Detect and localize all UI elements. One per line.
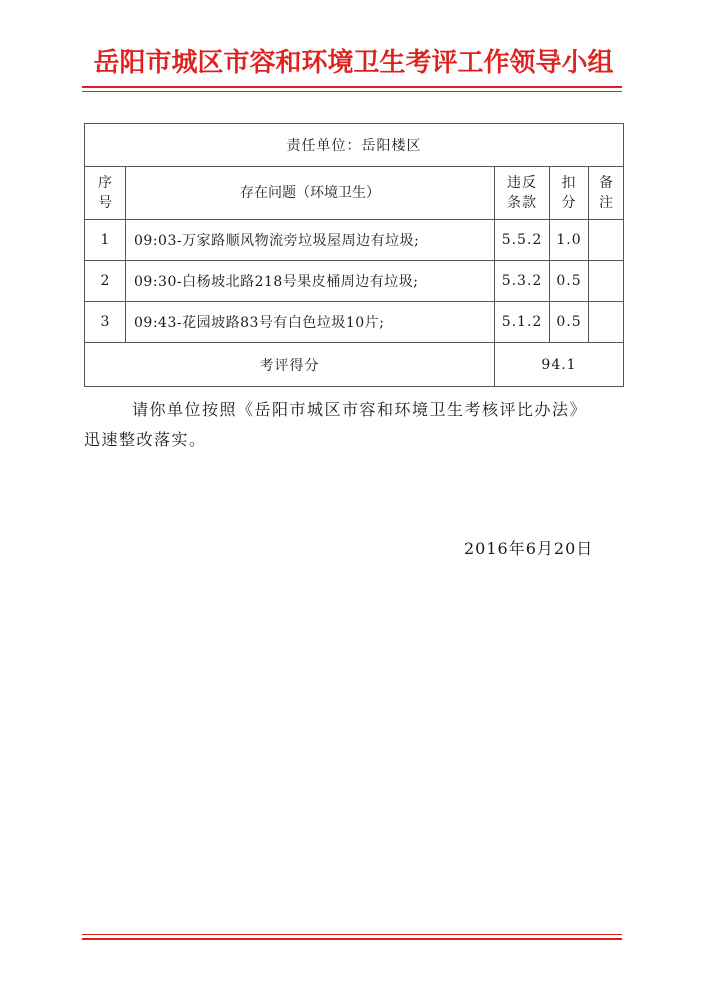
row-code: 5.5.2 bbox=[495, 220, 550, 261]
col-header-note bbox=[589, 167, 624, 220]
col-header-note-line2: 注 bbox=[599, 195, 613, 211]
col-header-note-line1: 备 bbox=[599, 175, 613, 191]
header-rule-thick bbox=[82, 86, 622, 88]
table-header-row bbox=[85, 167, 624, 220]
col-header-deduct-line2: 分 bbox=[561, 195, 577, 211]
col-header-deduct-line1: 扣 bbox=[561, 175, 577, 191]
col-header-code bbox=[495, 167, 550, 220]
row-issue: 09:30-白杨坡北路218号果皮桶周边有垃圾; bbox=[126, 261, 495, 302]
row-note bbox=[589, 261, 624, 302]
responsible-unit: 责任单位：岳阳楼区 bbox=[85, 124, 624, 167]
col-header-code-line1: 违反 bbox=[507, 175, 537, 191]
footer-rule-thick bbox=[82, 938, 622, 940]
col-header-no-line1: 序 bbox=[98, 175, 112, 191]
col-header-code-line2: 条款 bbox=[507, 195, 537, 211]
score-value: 94.1 bbox=[495, 343, 624, 387]
col-header-no-line2: 号 bbox=[98, 195, 112, 211]
table-row bbox=[85, 220, 624, 261]
table-row bbox=[85, 302, 624, 343]
footer-rule-thin bbox=[82, 934, 622, 935]
issue-date: 2016年6月20日 bbox=[464, 539, 594, 558]
document-title: 岳阳市城区市容和环境卫生考评工作领导小组 bbox=[93, 48, 614, 78]
row-note bbox=[589, 302, 624, 343]
col-header-no bbox=[85, 167, 126, 220]
table-row bbox=[85, 261, 624, 302]
row-deduct: 1.0 bbox=[550, 220, 589, 261]
col-header-deduct bbox=[550, 167, 589, 220]
score-row bbox=[85, 343, 624, 387]
row-deduct: 0.5 bbox=[550, 302, 589, 343]
inspection-table bbox=[84, 123, 624, 387]
row-issue: 09:43-花园坡路83号有白色垃圾10片; bbox=[126, 302, 495, 343]
instruction-line-2: 迅速整改落实。 bbox=[84, 430, 207, 449]
row-no: 3 bbox=[85, 302, 126, 343]
row-deduct: 0.5 bbox=[550, 261, 589, 302]
row-code: 5.3.2 bbox=[495, 261, 550, 302]
row-note bbox=[589, 220, 624, 261]
score-label: 考评得分 bbox=[85, 343, 495, 387]
row-issue: 09:03-万家路顺风物流旁垃圾屋周边有垃圾; bbox=[126, 220, 495, 261]
instruction-paragraph bbox=[84, 395, 624, 455]
header-rule-thin bbox=[82, 91, 622, 92]
row-no: 1 bbox=[85, 220, 126, 261]
row-code: 5.1.2 bbox=[495, 302, 550, 343]
row-no: 2 bbox=[85, 261, 126, 302]
col-header-issue: 存在问题（环境卫生） bbox=[126, 167, 495, 220]
instruction-line-1: 请你单位按照《岳阳市城区市容和环境卫生考核评比办法》 bbox=[132, 400, 588, 419]
